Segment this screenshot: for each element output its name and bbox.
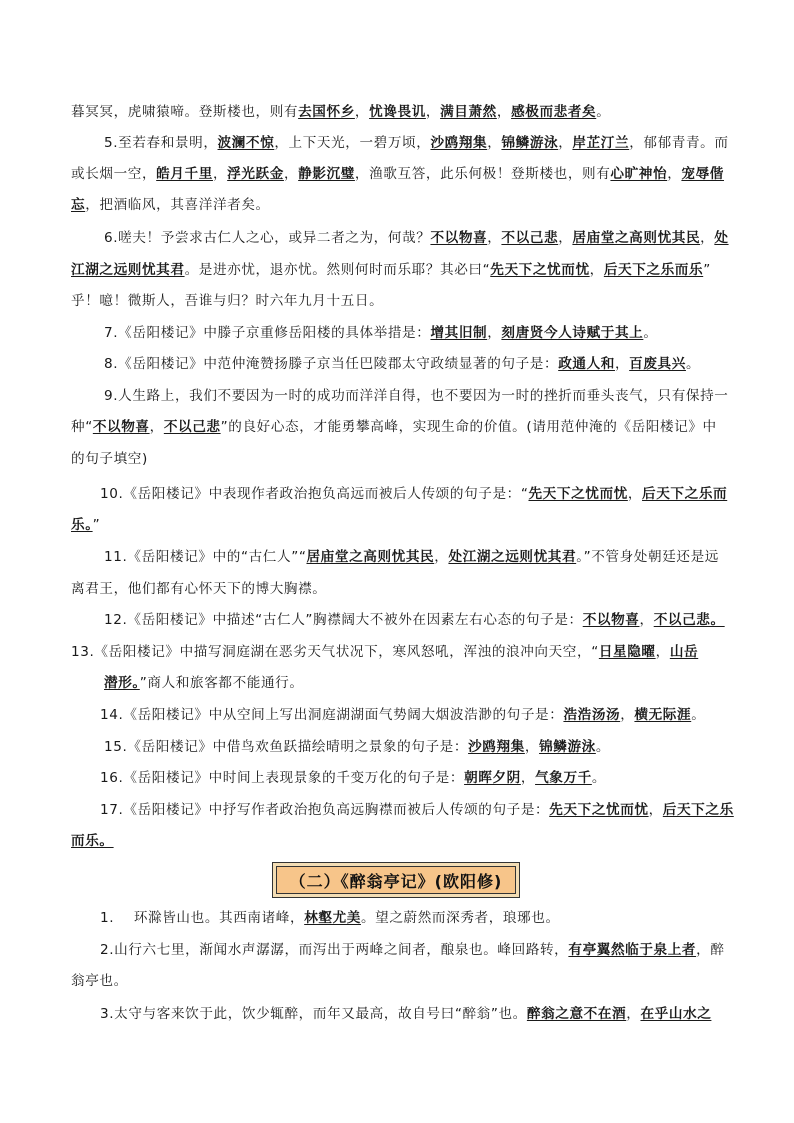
answer-highlight: 忧谗畏讥 [369,104,426,120]
answer-highlight: 朝晖夕阴 [464,770,521,786]
answer-highlight: 不以己悲 [163,419,221,435]
answer-highlight: 乐。 [71,517,93,533]
answer-highlight: 后天下之乐而乐 [603,262,704,278]
text-segment: ， [655,644,670,660]
text-line [104,610,725,630]
text-segment: ， [354,104,370,120]
text-line [104,228,729,248]
text-segment: 乎！噫！微斯人，吾谁与归？时六年九月十五日。 [71,293,384,309]
text-segment: ” [703,262,711,278]
text-segment: ， [487,230,502,246]
text-line [104,133,729,153]
answer-highlight: 居庙堂之高则忧其民 [572,230,701,246]
text-segment: 12.《岳阳楼记》中描述“古仁人”胸襟阔大不被外在因素左右心态的句子是： [104,612,583,628]
answer-highlight: 先天下之忧而忧 [549,802,649,818]
answer-highlight: 感极而悲者矣 [511,104,597,120]
text-segment: 。望之蔚然而深秀者，琅琊也。 [360,910,560,926]
text-segment: 。 [591,770,607,786]
text-segment: ， [667,166,682,182]
text-line [104,673,304,693]
answer-highlight: 不以物喜 [430,230,488,246]
text-segment: ， [487,325,502,341]
text-segment: ， [558,135,573,151]
text-segment: 15.《岳阳楼记》中借鸟欢鱼跃描绘晴明之景象的句子是： [104,739,469,755]
text-segment: ， [614,356,630,372]
text-segment: 种“ [71,419,93,435]
text-segment: ， [627,486,643,502]
answer-highlight: 在乎山水之 [640,1006,712,1022]
answer-highlight: 锦鳞游泳 [501,135,559,151]
text-segment: ， [700,230,715,246]
text-line [104,354,700,374]
text-segment: 7.《岳阳楼记》中滕子京重修岳阳楼的具体举措是： [104,325,431,341]
text-segment: 10.《岳阳楼记》中表现作者政治抱负高远而被后人传颂的句子是：“ [100,486,529,502]
text-line [71,449,148,469]
text-line [100,1004,711,1024]
text-segment: 13.《岳阳楼记》中描写洞庭湖在恶劣天气状况下，寒风怒吼，浑浊的浪冲向天空，“ [71,644,599,660]
text-line [71,164,724,184]
answer-highlight: 心旷神怡 [610,166,668,182]
text-segment: ， [524,739,540,755]
answer-highlight: 宠辱偕 [681,166,724,182]
answer-highlight: 林壑尤美 [304,910,361,926]
text-segment: 3.太守与客来饮于此，饮少辄醉，而年又最高，故自号曰“醉翁”也。 [100,1006,527,1022]
text-segment: 。 [595,739,611,755]
text-segment: 。 [691,707,706,723]
text-segment: ， [425,104,441,120]
text-segment: 。 [685,356,701,372]
section-heading-box [272,862,520,898]
text-segment: 的句子填空) [71,451,148,467]
answer-highlight: 刻唐贤今人诗赋于其上 [501,325,644,341]
text-segment: ，渔歌互答，此乐何极！登斯楼也，则有 [354,166,611,182]
answer-highlight: 先天下之忧而忧 [528,486,628,502]
text-segment: 。是进亦忧，退亦忧。然则何时而乐耶？其必曰“ [184,262,491,278]
text-segment: ，郁郁青青。而 [629,135,729,151]
text-segment: ，上下天光，一碧万顷， [274,135,431,151]
text-line [100,908,560,928]
text-line [71,515,100,535]
text-segment: ， [496,104,512,120]
text-segment: 暮冥冥，虎啸猿啼。登斯楼也，则有 [71,104,299,120]
answer-highlight: 后天下之乐而 [642,486,728,502]
text-line [71,291,383,311]
text-segment: ， [620,707,635,723]
answer-highlight: 沙鸥翔集 [468,739,525,755]
text-line [104,737,610,757]
text-segment: 。”不管身处朝廷还是远 [576,549,719,565]
answer-highlight: 浩浩汤汤 [563,707,621,723]
text-line [100,705,705,725]
answer-highlight: 沙鸥翔集 [430,135,488,151]
text-line [71,417,717,437]
text-line [104,323,658,343]
text-segment: 。 [596,104,611,120]
text-segment: ， [434,549,449,565]
answer-highlight: 浮光跃金 [227,166,284,182]
answer-highlight: 潜形。 [104,675,140,691]
text-line [71,971,128,991]
text-segment: 16.《岳阳楼记》中时间上表现景象的千变万化的句子是： [100,770,465,786]
answer-highlight: 先天下之忧而忧 [490,262,590,278]
text-line [104,386,729,406]
text-segment: ” [92,517,101,533]
answer-highlight: 而乐。 [71,833,114,849]
answer-highlight: 处江湖之远则忧其君 [448,549,577,565]
text-segment: 6.嗟夫！予尝求古仁人之心，或异二者之为，何哉？ [104,230,431,246]
text-line [71,579,327,599]
section-heading: （二）《醉翁亭记》(欧阳修) [276,866,516,894]
answer-highlight: 增其旧制 [430,325,488,341]
answer-highlight: 波澜不惊 [217,135,275,151]
answer-highlight: 有亭翼然临于泉上者 [568,942,697,958]
text-line [71,642,698,662]
answer-highlight: 日星隐曜 [598,644,656,660]
text-segment: 离君王，他们都有心怀天下的博大胸襟。 [71,581,327,597]
answer-highlight: 去国怀乡 [298,104,355,120]
answer-highlight: 百废具兴 [629,356,686,372]
answer-highlight: 后天下之乐 [662,802,734,818]
text-segment: ， [212,166,228,182]
answer-highlight: 锦鳞游泳 [539,739,596,755]
text-segment: 或长烟一空， [71,166,157,182]
text-segment: ， [589,262,604,278]
text-segment: ， [558,230,573,246]
text-segment: ”的良好心态，才能勇攀高峰，实现生命的价值。(请用范仲淹的《岳阳楼记》中 [220,419,717,435]
text-line [71,260,711,280]
text-line [104,547,719,567]
text-segment: 11.《岳阳楼记》中的“古仁人”“ [104,549,307,565]
text-line [100,768,606,788]
answer-highlight: 满目萧然 [440,104,497,120]
answer-highlight: 居庙堂之高则忧其民 [306,549,435,565]
answer-highlight: 静影沉璧 [298,166,355,182]
answer-highlight: 山岳 [669,644,699,660]
text-line [100,800,734,820]
text-segment: ， [520,770,536,786]
answer-highlight: 忘 [71,197,86,213]
text-segment: 2.山行六七里，渐闻水声潺潺，而泻出于两峰之间者，酿泉也。峰回路转， [100,942,569,958]
text-segment: 翁亭也。 [71,973,128,989]
text-segment: ，把酒临风，其喜洋洋者矣。 [85,197,270,213]
text-segment: 8.《岳阳楼记》中范仲淹赞扬滕子京当任巴陵郡太守政绩显著的句子是： [104,356,559,372]
text-line [100,484,727,504]
text-segment: 14.《岳阳楼记》中从空间上写出洞庭湖湖面气势阔大烟波浩渺的句子是： [100,707,564,723]
text-segment: ，醉 [696,942,725,958]
answer-highlight: 不以物喜 [92,419,150,435]
text-segment: ， [639,612,654,628]
answer-highlight: 江湖之远则忧其君 [71,262,185,278]
answer-highlight: 政通人和 [558,356,615,372]
text-line [71,195,270,215]
answer-highlight: 不以物喜 [582,612,640,628]
text-segment: ， [149,419,164,435]
text-line [71,102,610,122]
text-segment: ， [626,1006,641,1022]
answer-highlight: 皓月千里 [156,166,213,182]
text-segment: 9.人生路上，我们不要因为一时的成功而洋洋自得，也不要因为一时的挫折而垂头丧气，只有保持一 [104,388,729,404]
answer-highlight: 处 [714,230,729,246]
text-segment: 。 [643,325,658,341]
answer-highlight: 气象万千 [535,770,592,786]
answer-highlight: 不以己悲 [501,230,559,246]
text-line [71,831,114,851]
answer-highlight: 横无际涯 [634,707,692,723]
text-segment: ， [283,166,299,182]
text-segment: 5.至若春和景明， [104,135,218,151]
answer-highlight: 岸芷汀兰 [572,135,630,151]
answer-highlight: 不以己悲。 [653,612,725,628]
text-segment: ”商人和旅客都不能通行。 [139,675,304,691]
answer-highlight: 醉翁之意不在酒 [526,1006,627,1022]
text-line [100,940,725,960]
text-segment: 17.《岳阳楼记》中抒写作者政治抱负高远胸襟而被后人传颂的句子是： [100,802,550,818]
text-segment: 1. 环滁皆山也。其西南诸峰， [100,910,305,926]
text-segment: ， [648,802,663,818]
text-segment: ， [487,135,502,151]
